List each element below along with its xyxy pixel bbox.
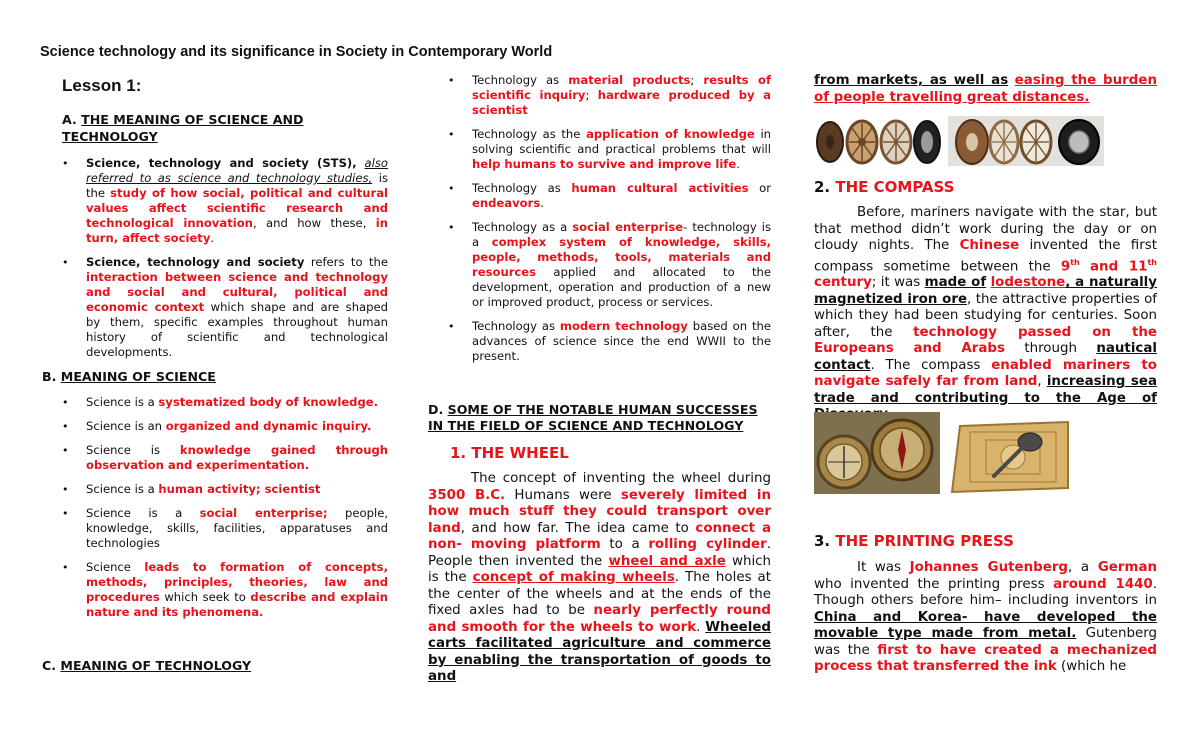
section-a-heading <box>62 111 388 145</box>
list-item: • Science is an organized and dynamic inquiry. <box>62 419 388 434</box>
science-list <box>62 395 388 620</box>
list-item: • Science, technology and society refers to the interaction between science and technology and social and cultural, political and economic context which shape and are shaped by them, specific examples throughout human history of scientific and technological developments. <box>62 255 388 360</box>
compass-image-1 <box>814 412 940 494</box>
wheel-continued: from markets, as well as easing the burden of people travelling great distances. <box>814 73 1157 105</box>
section-a-letter: A. <box>62 112 77 127</box>
compass-heading: 2. THE COMPASS <box>814 178 955 196</box>
section-c-heading: C. MEANING OF TECHNOLOGY <box>42 658 252 673</box>
wheel-paragraph: The concept of inventing the wheel during 3500 B.C. Humans were severely limited in how much stuff they could transport over land, and how far. The idea came to connect a non- moving platform to a rolling cylinder. People then invented the wheel and axle which is the concept of making wheels. The holes at the center of the wheels and at the ends of the fixed axles had to be nearly perfectly round and smooth for the wheels to work. Wheeled carts facilitated agriculture and commerce by enabling the transportation of goods to and <box>428 471 772 684</box>
list-item: • Science is knowledge gained through observation and experimentation. <box>62 443 388 473</box>
list-item: • Science is a human activity; scientist <box>62 482 388 497</box>
compass-image-2 <box>946 418 1074 494</box>
brass-compass-illustration <box>814 412 940 494</box>
list-item: • Technology as a social enterprise- technology is a complex system of knowledge, skills, people, methods, tools, materials and resources applied and allocated to the development, operation and production of a new or improved product, process or services. <box>448 220 771 310</box>
technology-list <box>448 73 771 364</box>
lesson-heading: Lesson 1: <box>62 76 142 95</box>
wheel-heading: 1. THE WHEEL <box>450 444 569 462</box>
page-title: Science technology and its significance in Society in Contemporary World <box>40 44 553 60</box>
list-item: • Technology as modern technology based on the advances of science since the end WWII to the present. <box>448 319 771 364</box>
wheels-image <box>814 116 1104 166</box>
list-item: • Science leads to formation of concepts, methods, principles, theories, law and procedures which seek to describe and explain nature and its phenomena. <box>62 560 388 620</box>
printing-press-paragraph: It was Johannes Gutenberg, a German who invented the printing press around 1440. Though others before him– including inventors in China and Korea- have developed the movable type made from metal. Gutenberg was the first to have created a mechanized process that transferred the ink (which he <box>814 560 1158 674</box>
compass-paragraph: Before, mariners navigate with the star, but that method didn’t work during the day or on cloudy nights. The Chinese invented the first compass sometime between the 9th and 11th century; it was made of lodestone, a naturally magnetized iron ore, the attractive properties of which they had been studying for centuries. Soon after, the technology passed on the Europeans and Arabs through nautical contact. The compass enabled mariners to navigate safely far from land, increasing sea trade and contributing to the Age of <box>814 205 1158 406</box>
list-item: • Science is a systematized body of knowledge. <box>62 395 388 410</box>
section-a-title: THE MEANING OF SCIENCE AND TECHNOLOGY <box>62 112 304 144</box>
list-item: • Science, technology and society (STS), also referred to as science and technology studies, is the study of how social, political and cultural values affect scientific research and technological innovation, and how these, in turn, affect society. <box>62 156 388 246</box>
list-item: • Technology as material products; results of scientific inquiry; hardware produced by a scientist <box>448 73 771 118</box>
wheels-illustration <box>814 116 1104 166</box>
section-b-heading: B. MEANING OF SCIENCE <box>42 369 216 384</box>
sts-list <box>62 156 388 360</box>
section-d-heading: D. SOME OF THE NOTABLE HUMAN SUCCESSES IN THE FIELD OF SCIENCE AND TECHNOLOGY <box>428 402 758 433</box>
list-item: • Technology as the application of knowledge in solving scientific and practical problems that will help humans to survive and improve life. <box>448 127 771 172</box>
printing-press-heading: 3. THE PRINTING PRESS <box>814 532 1014 550</box>
list-item: • Technology as human cultural activities or endeavors. <box>448 181 771 211</box>
list-item: • Science is a social enterprise; people, knowledge, skills, facilities, apparatuses and technologies <box>62 506 388 551</box>
lodestone-spoon-compass-illustration <box>946 418 1074 494</box>
